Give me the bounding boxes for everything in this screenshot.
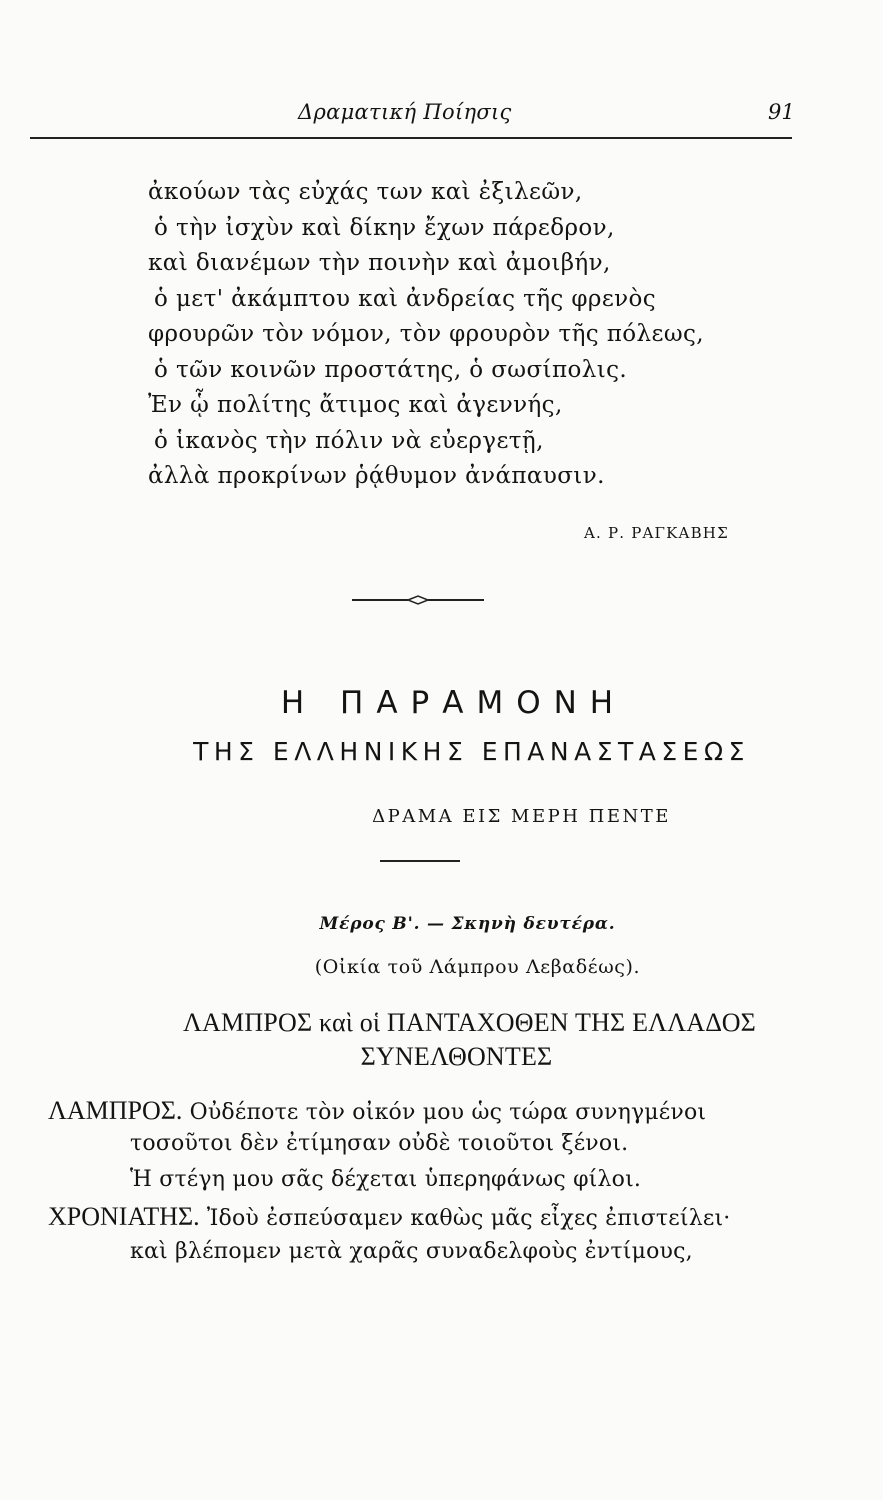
header-rule <box>30 137 792 139</box>
scene-setting: (Οἰκία τοῦ Λάμπρου Λεβαδέως). <box>314 956 641 978</box>
section-rule <box>380 860 460 862</box>
dialogue-text: Ἡ στέγη μου σᾶς δέχεται ὑπερηφάνως φίλοι. <box>130 1167 642 1192</box>
verse-line: Ἐν ᾧ πολίτης ἄτιμος καὶ ἀγεννής, <box>148 392 563 418</box>
verse-line: ὁ τῶν κοινῶν προστάτης, ὁ σωσίπολις. <box>154 356 628 383</box>
verse-line: ἀλλὰ προκρίνων ῥᾴθυμον ἀνάπαυσιν. <box>148 463 605 489</box>
dialogue-line <box>130 1239 693 1264</box>
dialogue-line <box>48 1096 706 1126</box>
author-signature: Α. Ρ. ΡΑΓΚΑΒΗΣ <box>584 524 729 542</box>
dialogue-line <box>130 1131 628 1156</box>
play-title: Η ΠΑΡΑΜΟΝΗ <box>280 685 627 721</box>
dialogue-line <box>48 1202 731 1232</box>
verse-line: ὁ ἱκανὸς τὴν πόλιν νὰ εὐεργετῇ, <box>154 427 544 454</box>
play-subtitle: ΤΗΣ ΕΛΛΗΝΙΚΗΣ ΕΠΑΝΑΣΤΑΣΕΩΣ <box>193 737 750 766</box>
speaker-name: ΛΑΜΠΡΟΣ. <box>48 1096 183 1125</box>
cast-line: ΣΥΝΕΛΘΟΝΤΕΣ <box>360 1042 553 1071</box>
verse-line: ὁ μετ' ἀκάμπτου καὶ ἀνδρείας τῆς φρενὸς <box>154 285 657 312</box>
verse-line: ὁ τὴν ἰσχὺν καὶ δίκην ἔχων πάρεδρον, <box>154 214 615 241</box>
ornament-divider <box>352 594 484 606</box>
dialogue-text: τοσοῦτοι δὲν ἐτίμησαν οὐδὲ τοιοῦτοι ξένοι. <box>130 1131 629 1156</box>
dialogue-text: Ἰδοὺ ἐσπεύσαμεν καθὼς μᾶς εἶχες ἐπιστείλει· <box>206 1206 731 1231</box>
cast-line: ΛΑΜΠΡΟΣ καὶ οἱ ΠΑΝΤΑΧΟΘΕΝ ΤΗΣ ΕΛΛΑΔΟΣ <box>182 1008 756 1037</box>
dialogue-text: Οὐδέποτε τὸν οἰκόν μου ὡς τώρα συνηγμένοι <box>189 1100 707 1125</box>
verse-line: φρουρῶν τὸν νόμον, τὸν φρουρὸν τῆς πόλεως, <box>148 321 704 347</box>
dialogue-line <box>130 1167 641 1192</box>
verse-block <box>148 175 704 495</box>
verse-line: καὶ διανέμων τὴν ποινὴν καὶ ἀμοιβήν, <box>148 250 611 276</box>
play-genre: ΔΡΑΜΑ ΕΙΣ ΜΕΡΗ ΠΕΝΤΕ <box>372 806 671 827</box>
scene-heading: Μέρος Β'. — Σκηνὴ δευτέρα. <box>319 914 616 934</box>
verse-line: ἀκούων τὰς εὐχάς των καὶ ἐξιλεῶν, <box>148 179 583 205</box>
speaker-name: ΧΡΟΝΙΑΤΗΣ. <box>48 1202 200 1231</box>
dialogue-text: καὶ βλέπομεν μετὰ χαρᾶς συναδελφοὺς ἐντίμους, <box>130 1239 693 1264</box>
running-title: Δραματική Ποίησις <box>298 100 512 124</box>
page-number: 91 <box>768 100 795 124</box>
running-header <box>0 100 883 130</box>
